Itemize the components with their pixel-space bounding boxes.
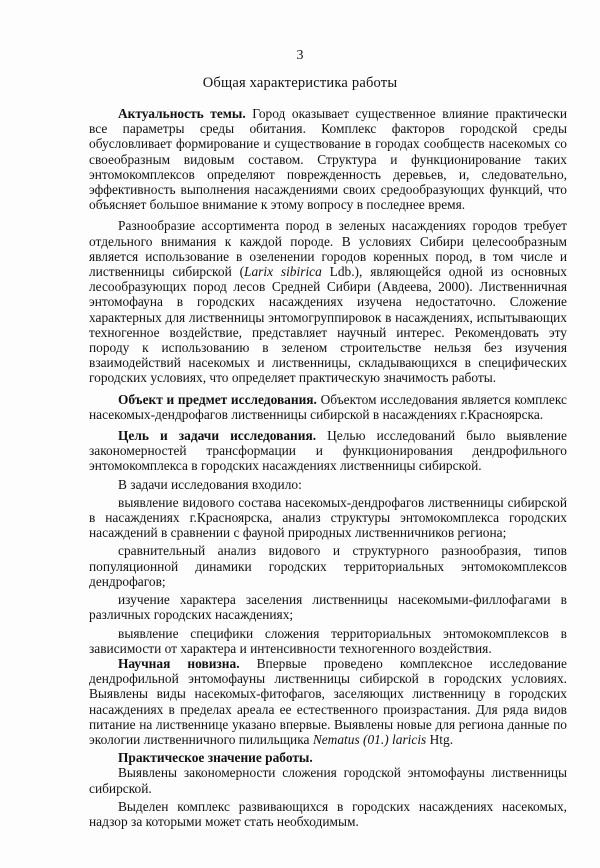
- diversity-text-end: Ldb.), являющейся одной из основных лесообразующих пород лесов Средней Сибири (Авдеева, 2000). Лиственничная энтомофауна в городских насаждениях изучена недостаточно. Сложение характерных для лиственницы энтомогруппировок в насаждениях, испытывающих техногенное воздействие, представляет научный интерес. Рекомендовать эту породу к использованию в зеленом строительстве нельзя без изучения взаимодействий насекомых и лиственницы, складывающихся в специфических городских условиях, что определяет практическую значимость работы.: [89, 264, 567, 386]
- relevance-text: Город оказывает существенное влияние практически все параметры среды обитания. Комплекс факторов городской среды обусловливает формирование и существование в городах сообществ насекомых со своеобразным видовым составом. Структура и функционирование таких энтомокомплексов определяют поврежденность деревьев, и, следовательно, эффективность выполнения насаждениями своих средообразующих функций, что объясняет большое внимание к этому вопросу в последнее время.: [89, 106, 567, 213]
- relevance-paragraph: [89, 106, 567, 212]
- novelty-text-end: Htg.: [426, 731, 454, 747]
- goal-title: Цель и задачи исследования.: [118, 428, 317, 444]
- practical-paragraph: Выделен комплекс развивающихся в городских насаждениях насекомых, надзор за которыми может стать необходимым.: [89, 798, 567, 829]
- goal-text: Целью исследований было выявление закономерностей трансформации и функционирования дендрофильного энтомокомплекса в городских насаждениях лиственницы сибирской.: [89, 428, 567, 474]
- novelty-text-start: Впервые проведено комплексное исследование дендрофильной энтомофауны лиственницы сибирской в городских условиях. Выявлены виды насекомых-фитофагов, заселяющих лиственницу в городских насаждениях в пределах ареала ее естественного произрастания. Для ряда видов питание на лиственнице указано впервые. Выявлены новые для региона данные по экологии лиственничного пилильщика: [89, 655, 567, 747]
- object-title: Объект и предмет исследования.: [118, 391, 317, 407]
- task-item: сравнительный анализ видового и структурного разнообразия, типов популяционной динамики городских территориальных энтомокомплексов дендрофагов;: [89, 543, 567, 589]
- practical-title-line: [89, 750, 567, 765]
- section-heading: Общая характеристика работы: [202, 75, 398, 91]
- nematus-latin-name: Nematus (01.) laricis: [312, 731, 427, 747]
- object-text: Объектом исследования является комплекс насекомых-дендрофагов лиственницы сибирской в насаждениях г.Красноярска.: [89, 391, 567, 422]
- task-item: изучение характера заселения лиственницы насекомыми-филлофагами в различных городских насаждениях;: [89, 592, 567, 623]
- task-item: выявление видового состава насекомых-дендрофагов лиственницы сибирской в насаждениях г.Красноярска, анализ структуры энтомокомплекса городских насаждений в сравнении с фауной природных лиственничников региона;: [89, 494, 567, 541]
- practical-paragraph: Выявлены закономерности сложения городской энтомофауны лиственницы сибирской.: [89, 765, 567, 796]
- tasks-intro: В задачи исследования входило:: [118, 476, 302, 492]
- object-paragraph: [89, 392, 567, 422]
- document-body: [89, 106, 567, 829]
- diversity-text-start: Разнообразие ассортимента пород в зеленых насаждениях городов требует отдельного внимания к каждой породе. В условиях Сибири целесообразным является использование в озеленении городов коренных пород, в том числе и лиственницы сибирской (: [89, 218, 567, 280]
- larix-latin-name: Larix sibirica: [244, 264, 322, 280]
- novelty-title: Научная новизна.: [118, 655, 240, 671]
- novelty-paragraph: [89, 656, 567, 747]
- diversity-paragraph: [89, 218, 567, 385]
- task-item: выявление специфики сложения территориальных энтомокомплексов в зависимости от характера и интенсивности техногенного воздействия.: [89, 625, 567, 656]
- relevance-title: Актуальность темы.: [118, 106, 246, 121]
- goal-paragraph: [89, 428, 567, 474]
- page-number: 3: [296, 48, 304, 63]
- practical-title: Практическое значение работы.: [118, 750, 313, 766]
